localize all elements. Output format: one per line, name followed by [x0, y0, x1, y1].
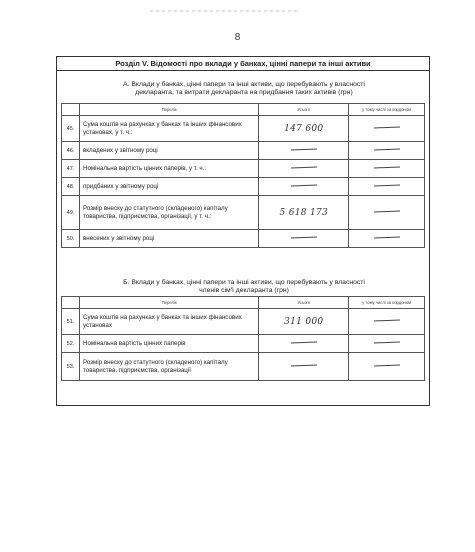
part-b-title	[57, 279, 431, 295]
handwritten-amount: 5 618 173	[279, 207, 329, 218]
table-row	[62, 353, 425, 381]
dash-mark	[291, 342, 317, 344]
row-name: Розмір внеску до статутного (складеного) капіталу товариства, підприємства, організації	[79, 353, 258, 381]
row-name: Сума коштів на рахунках у банках та інших фінансових установах, у т. ч.:	[79, 116, 258, 142]
section-title: Розділ V. Відомості про вклади у банках, цінні папери та інші активи	[57, 57, 429, 71]
part-a-title-line1: А. Вклади у банках, цінні папери та інші активи, що перебувають у власності	[123, 81, 365, 88]
row-number: 46.	[62, 142, 80, 160]
header-empty	[62, 297, 80, 309]
dash-mark	[374, 127, 400, 129]
handwritten-amount: 147 600	[284, 123, 324, 134]
dash-mark	[291, 237, 317, 239]
row-name: внесених у звітному році	[79, 230, 258, 248]
row-name: Номінальна вартість цінних паперів, у т. ч.:	[79, 160, 258, 178]
table-row	[62, 309, 425, 335]
dash-mark	[291, 167, 317, 169]
dash-mark	[374, 237, 400, 239]
abroad-cell	[349, 230, 425, 248]
part-b-table	[61, 296, 425, 381]
header-list: Перелік	[79, 104, 258, 116]
total-cell	[259, 142, 349, 160]
total-cell	[259, 353, 349, 381]
total-cell	[259, 160, 349, 178]
part-b-title-line2: членів сім'ї декларанта (грн)	[199, 287, 289, 294]
row-number: 47.	[62, 160, 80, 178]
total-cell	[259, 309, 349, 335]
total-cell	[259, 116, 349, 142]
table-header-row	[62, 104, 425, 116]
abroad-cell	[349, 335, 425, 353]
abroad-cell	[349, 116, 425, 142]
row-number: 53.	[62, 353, 80, 381]
header-abroad: у тому числі за кордоном	[349, 297, 425, 309]
scan-artifact	[150, 10, 300, 12]
table-row	[62, 196, 425, 230]
table-row	[62, 116, 425, 142]
row-number: 51.	[62, 309, 80, 335]
part-a-title-line2: декларанта, та витрати декларанта на придбання таких активів (грн)	[135, 89, 353, 96]
table-row	[62, 335, 425, 353]
table-header-row	[62, 297, 425, 309]
row-name: придбаних у звітному році	[79, 178, 258, 196]
table-row	[62, 178, 425, 196]
total-cell	[259, 178, 349, 196]
row-name: Номінальна вартість цінних паперів	[79, 335, 258, 353]
row-number: 49.	[62, 196, 80, 230]
total-cell	[259, 335, 349, 353]
header-total: Усього	[259, 104, 349, 116]
dash-mark	[291, 149, 317, 151]
dash-mark	[374, 167, 400, 169]
part-a-title	[57, 81, 431, 97]
handwritten-amount: 311 000	[284, 316, 324, 327]
abroad-cell	[349, 353, 425, 381]
row-number: 48.	[62, 178, 80, 196]
header-list: Перелік	[79, 297, 258, 309]
dash-mark	[374, 185, 400, 187]
dash-mark	[374, 342, 400, 344]
abroad-cell	[349, 142, 425, 160]
table-row	[62, 230, 425, 248]
abroad-cell	[349, 196, 425, 230]
dash-mark	[374, 365, 400, 367]
header-empty	[62, 104, 80, 116]
total-cell	[259, 230, 349, 248]
part-b-title-line1: Б. Вклади у банках, цінні папери та інші активи, що перебувають у власності	[123, 279, 365, 286]
declaration-section-frame	[56, 56, 430, 406]
total-cell	[259, 196, 349, 230]
dash-mark	[291, 185, 317, 187]
dash-mark	[374, 320, 400, 322]
part-a-table	[61, 103, 425, 248]
dash-mark	[291, 365, 317, 367]
table-row	[62, 160, 425, 178]
dash-mark	[374, 149, 400, 151]
row-name: Розмір внеску до статутного (складеного) капіталу товариства, підприємства, організації, у т. ч.:	[79, 196, 258, 230]
row-number: 45.	[62, 116, 80, 142]
header-abroad: у тому числі за кордоном	[349, 104, 425, 116]
abroad-cell	[349, 160, 425, 178]
row-name: вкладених у звітному році	[79, 142, 258, 160]
row-number: 52.	[62, 335, 80, 353]
abroad-cell	[349, 178, 425, 196]
page-number: 8	[234, 32, 241, 43]
row-number: 50.	[62, 230, 80, 248]
header-total: Усього	[259, 297, 349, 309]
row-name: Сума коштів на рахунках у банках та інших фінансових установах	[79, 309, 258, 335]
abroad-cell	[349, 309, 425, 335]
table-row	[62, 142, 425, 160]
dash-mark	[374, 211, 400, 213]
